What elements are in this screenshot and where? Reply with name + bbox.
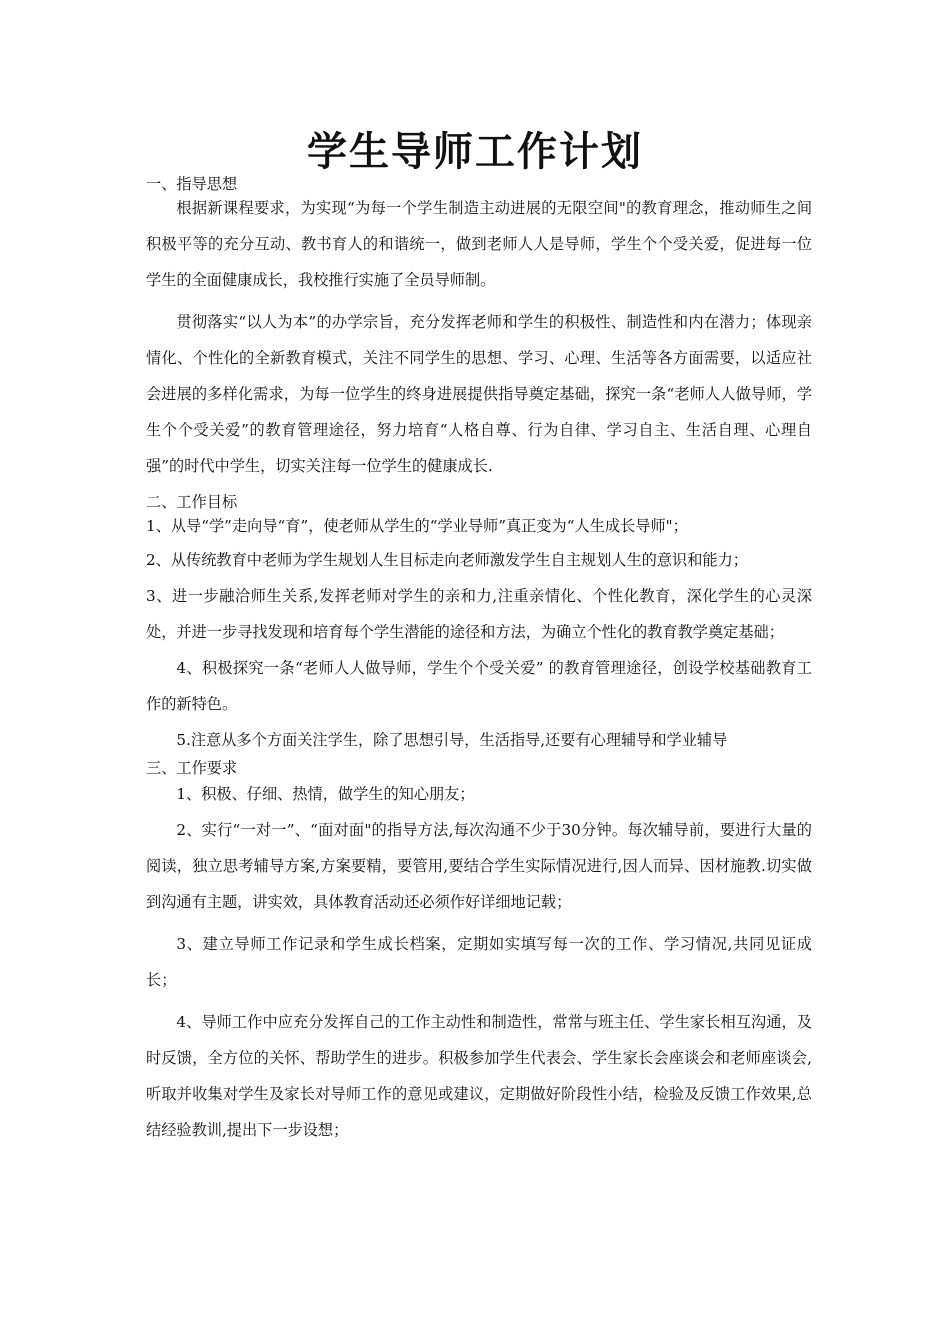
page-title: 学生导师工作计划 (307, 128, 643, 175)
list-item: 2、实行“一对一”、“面对面"的指导方法,每次沟通不少于30分钟。每次辅导前，要进行大量的阅读，独立思考辅导方案,方案要精，要管用,要结合学生实际情况进行,因人而异、因材施教.切实做到沟通有主题，讲实效，具体教育活动还必须作好详细地记载； (146, 821, 812, 911)
section-heading-guiding-thought: 一、指导思想 (146, 175, 238, 193)
document-body (146, 172, 812, 1148)
list-item: 3、进一步融洽师生关系,发挥老师对学生的亲和力,注重亲情化、个性化教育，深化学生的心灵深处，并进一步寻找发现和培育每个学生潜能的途径和方法，为确立个性化的教育教学奠定基础； (146, 587, 812, 641)
section-heading-work-requirements: 三、工作要求 (146, 759, 238, 777)
list-item: 4、导师工作中应充分发挥自己的工作主动性和制造性，常常与班主任、学生家长相互沟通，及时反馈，全方位的关怀、帮助学生的进步。积极参加学生代表会、学生家长会座谈会和老师座谈会,听取并收集对学生及家长对导师工作的意见或建议，定期做好阶段性小结，检验及反馈工作效果,总结经验教训,提出下一步设想； (146, 1013, 812, 1139)
section-heading-work-goals: 二、工作目标 (146, 493, 238, 511)
list-item: 2、从传统教育中老师为学生规划人生目标走向老师激发学生自主规划人生的意识和能力； (146, 551, 748, 569)
list-item: 5.注意从多个方面关注学生，除了思想引导，生活指导,还要有心理辅导和学业辅导 (176, 731, 728, 749)
list-item: 1、积极、仔细、热情，做学生的知心朋友； (176, 785, 475, 803)
list-item: 1、从导“学”走向导“育”，使老师从学生的“学业导师”真正变为“人生成长导师"； (146, 517, 688, 535)
paragraph: 根据新课程要求，为实现“为每一个学生制造主动进展的无限空间"的教育理念，推动师生之间积极平等的充分互动、教书育人的和谐统一，做到老师人人是导师，学生个个受关爱，促进每一位学生的全面健康成长，我校推行实施了全员导师制。 (146, 199, 812, 289)
list-item: 4、积极探究一条“老师人人做导师，学生个个受关爱” 的教育管理途径，创设学校基础教育工作的新特色。 (146, 659, 812, 713)
paragraph: 贯彻落实“以人为本”的办学宗旨，充分发挥老师和学生的积极性、制造性和内在潜力；体现亲情化、个性化的全新教育模式，关注不同学生的思想、学习、心理、生活等各方面需要，以适应社会进展的多样化需求，为每一位学生的终身进展提供指导奠定基础，探究一条“老师人人做导师，学生个个受关爱”的教育管理途径，努力培育“人格自尊、行为自律、学习自主、生活自理、心理自强”的时代中学生，切实关注每一位学生的健康成长. (146, 313, 812, 475)
list-item: 3、建立导师工作记录和学生成长档案，定期如实填写每一次的工作、学习情况,共同见证成长； (146, 935, 812, 989)
